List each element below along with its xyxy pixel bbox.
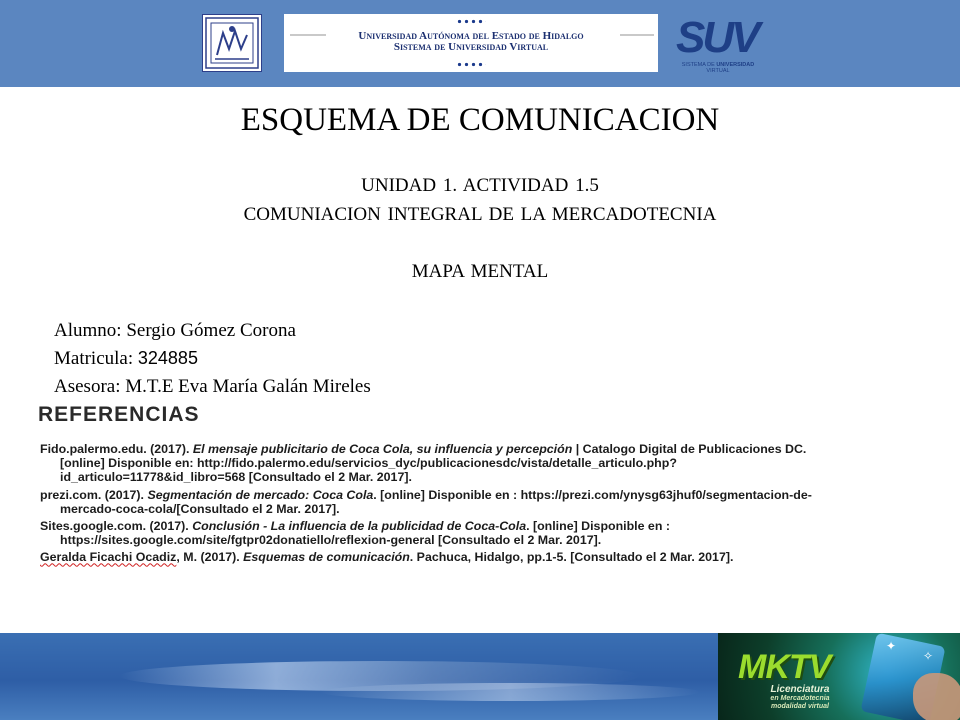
- course-name-line: COMUNIACION INTEGRAL DE LA MERCADOTECNIA: [243, 204, 717, 225]
- references-list: [40, 442, 815, 568]
- banner-university-name: Universidad Autónoma del Estado de Hidalgo: [358, 30, 584, 42]
- hand-illustration-icon: [913, 673, 960, 720]
- activity-type-line: MAPA MENTAL: [411, 261, 549, 282]
- mktv-wordmark: MKTV: [738, 648, 831, 686]
- banner-dots-top: [456, 19, 486, 24]
- matricula-line: [54, 347, 198, 370]
- references-heading: REFERENCIAS: [38, 403, 200, 426]
- reference-item: [40, 550, 815, 564]
- reference-details: . [online] Disponible en : https://prezi.com/ynysg63jhuf0/segmentacion-de-mercado-coca-cola/[Consultado el 2 Mar. 2017].: [60, 487, 812, 516]
- sparkle-icon: ✦: [886, 639, 897, 653]
- banner-dots-bottom: [456, 62, 486, 67]
- reference-title: Conclusión - La influencia de la publicidad de Coca-Cola: [192, 519, 527, 534]
- reference-title: Esquemas de comunicación: [243, 550, 410, 565]
- student-name-line: [54, 320, 296, 342]
- asesora-label: Asesora:: [54, 376, 121, 397]
- suv-logo-caption: [676, 62, 760, 74]
- reference-title: Segmentación de mercado: Coca Cola: [147, 487, 374, 502]
- matricula-label: Matricula:: [54, 348, 134, 369]
- mktv-sub-licenciatura: Licenciatura: [770, 684, 830, 695]
- footer-glow-secondary: [320, 683, 700, 701]
- alumno-label: Alumno:: [54, 320, 122, 341]
- mktv-logo: [718, 633, 960, 720]
- reference-item: [40, 442, 815, 485]
- suv-caption-post: VIRTUAL: [706, 68, 730, 74]
- mktv-sub-mercadotecnia: en Mercadotecnia: [770, 695, 830, 702]
- matricula-value: 324885: [137, 348, 198, 368]
- header-band: [0, 0, 960, 87]
- reference-details: . Pachuca, Hidalgo, pp.1-5. [Consultado el 2 Mar. 2017].: [409, 550, 734, 565]
- reference-author: prezi.com. (2017).: [40, 487, 148, 502]
- unit-activity-line: UNIDAD 1. ACTIVIDAD 1.5: [361, 175, 599, 196]
- reference-item: [40, 488, 815, 516]
- suv-logo: [676, 14, 760, 78]
- alumno-name: Sergio Gómez Corona: [126, 320, 296, 341]
- mktv-subtitle: [740, 685, 860, 711]
- suv-caption-pre: SISTEMA DE: [681, 62, 717, 68]
- reference-author: Fido.palermo.edu. (2017).: [40, 442, 193, 456]
- uaeh-seal-logo: [202, 14, 262, 72]
- banner-system-name: Sistema de Universidad Virtual: [393, 41, 549, 53]
- page-title: ESQUEMA DE COMUNICACION: [240, 102, 720, 138]
- reference-author: Sites.google.com. (2017).: [40, 519, 193, 534]
- asesora-name: M.T.E Eva María Galán Mireles: [125, 376, 371, 397]
- reference-item: [40, 519, 815, 547]
- mktv-sub-modalidad: modalidad virtual: [771, 703, 829, 710]
- reference-details: . [online] Disponible en : https://sites.google.com/site/fgtpr02donatiello/reflexion-general [Consultado el 2 Mar. 2017].: [60, 519, 670, 548]
- reference-details: | Catalogo Digital de Publicaciones DC. [online] Disponible en: http://fido.palermo.edu/servicios_dyc/publicacionesdc/vista/detalle_articulo.php?id_articulo=11778&id_libro=568 [Consultado el 2 Mar. 2017].: [60, 442, 807, 485]
- reference-title: El mensaje publicitario de Coca Cola, su influencia y percepción: [192, 442, 573, 456]
- asesora-line: [54, 376, 371, 398]
- suv-logo-letters: SUV: [676, 13, 758, 62]
- university-banner: [284, 14, 658, 72]
- reference-author-underlined: Geralda Ficachi Ocadiz: [40, 550, 177, 565]
- suv-caption-bold: UNIVERSIDAD: [716, 62, 755, 68]
- reference-author: , M. (2017).: [176, 550, 244, 565]
- sparkle-icon: ✧: [923, 649, 934, 663]
